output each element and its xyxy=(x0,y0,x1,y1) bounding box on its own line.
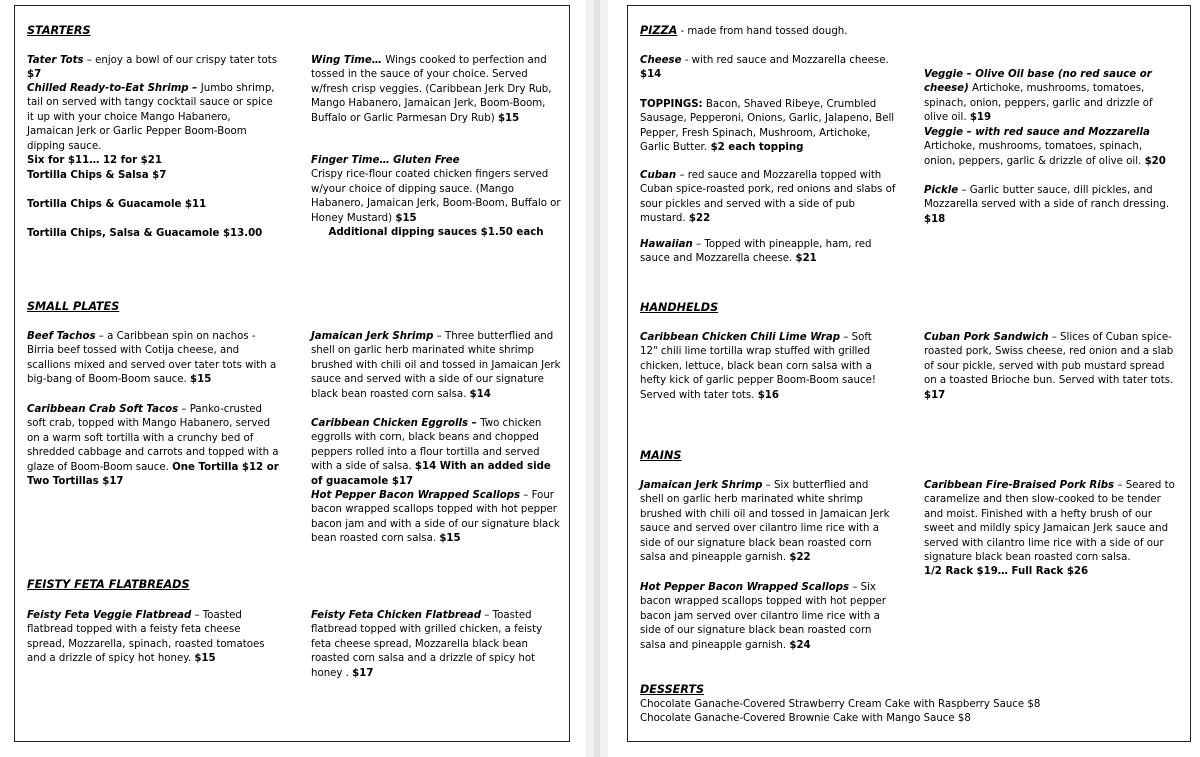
menu-item-chicken-flatbread: Feisty Feta Chicken Flatbread – Toasted flatbread topped with grilled chicken, a feisty feta cheese spread, Mozzarella black bean roasted corn salsa and a drizzle of spicy hot honey . $17 xyxy=(311,610,543,679)
menu-item-bacon-scallops-small: Hot Pepper Bacon Wrapped Scallops – Four bacon wrapped scallops topped with hot pepper bacon jam and with a side of our signature black bean roasted corn salsa. $15 xyxy=(311,490,560,545)
menu-item-tater-tots: Tater Tots – enjoy a bowl of our crispy tater tots $7 xyxy=(27,55,278,81)
menu-item-hawaiian-pizza: Hawaiian – Topped with pineapple, ham, red sauce and Mozzarella cheese. $21 xyxy=(640,239,872,265)
section-heading-small-plates: SMALL PLATES xyxy=(27,300,120,313)
menu-page-left xyxy=(14,5,570,742)
menu-item-chips-guacamole: Tortilla Chips & Guacamole $11 xyxy=(27,199,207,210)
menu-item-bacon-scallops-main: Hot Pepper Bacon Wrapped Scallops – Six bacon wrapped scallops topped with hot pepper bacon jam served over cilantro lime rice with a side of our signature black bean roasted corn salsa and pineapple garnish. $24 xyxy=(640,582,886,651)
menu-item-chilled-shrimp: Chilled Ready-to-Eat Shrimp – Jumbo shrimp, tail on served with tangy cocktail sauce or spice it up with your choice Mango Habanero, Jamaican Jerk or Garlic Pepper Boom-Boom dipping sauce. Six for $11… 12 for $21 xyxy=(27,83,275,167)
pizza-heading-line xyxy=(640,24,847,39)
section-heading-starters: STARTERS xyxy=(27,24,91,37)
menu-item-veggie-flatbread: Feisty Feta Veggie Flatbread – Toasted flatbread topped with a feisty feta cheese spread, Mozzarella, spinach, roasted tomatoes and a drizzle of spicy hot honey. $15 xyxy=(27,610,265,665)
menu-item-finger-time: Finger Time… Gluten Free Crispy rice-flour coated chicken fingers served w/your choice of dipping sauce. (Mango Habanero, Jamaican Jerk, Boom-Boom, Buffalo or Honey Mustard) $15 Additional dipping sauces $1.50 each xyxy=(311,154,561,240)
menu-item-chili-lime-wrap: Caribbean Chicken Chili Lime Wrap – Soft 12" chili lime tortilla wrap stuffed with grilled chicken, lettuce, black bean corn salsa with a hefty kick of garlic pepper Boom-Boom sauce! Served with tater tots. $16 xyxy=(640,332,876,401)
section-heading-flatbreads: FEISTY FETA FLATBREADS xyxy=(27,578,190,591)
dessert-item: Chocolate Ganache-Covered Strawberry Cream Cake with Raspberry Sauce $8 xyxy=(640,699,1041,710)
menu-item-chips-salsa: Tortilla Chips & Salsa $7 xyxy=(27,170,167,181)
menu-item-chicken-eggrolls: Caribbean Chicken Eggrolls – Two chicken eggrolls with corn, black beans and chopped peppers rolled into a flour tortilla and served with a side of salsa. $14 With an added side of guacamole $17 xyxy=(311,418,551,487)
pizza-toppings: TOPPINGS: Bacon, Shaved Ribeye, Crumbled Sausage, Pepperoni, Onions, Garlic, Jalapeno, Bell Pepper, Fresh Spinach, Mushroom, Artichoke, Garlic Butter. $2 each topping xyxy=(640,99,895,154)
section-heading-pizza: PIZZA xyxy=(640,24,678,37)
menu-item-beef-tachos: Beef Tachos – a Caribbean spin on nachos - Birria beef tossed with Cotija cheese, and scallions mixed and served over tater tots with a big-bang of Boom-Boom sauce. $15 xyxy=(27,331,277,386)
section-heading-desserts: DESSERTS xyxy=(640,683,705,696)
menu-item-jerk-shrimp-main: Jamaican Jerk Shrimp – Six butterflied and shell on garlic herb marinated white shrimp brushed with chili oil and tossed in Jamaican Jerk sauce and served over cilantro lime rice with a side of our signature black bean roasted corn salsa and pineapple garnish. $22 xyxy=(640,480,890,564)
menu-item-pork-ribs: Caribbean Fire-Braised Pork Ribs – Seared to caramelize and then slow-cooked to be tender and moist. Finished with a hefty brush of our sweet and mildly spicy Jamaican Jerk sauce and served with cilantro lime rice with a side of our signature black bean roasted corn salsa. 1/2 Rack $19… Full Rack $26 xyxy=(924,480,1175,578)
menu-item-pickle-pizza: Pickle – Garlic butter sauce, dill pickles, and Mozzarella served with a side of ranch dressing. $18 xyxy=(924,185,1170,225)
menu-item-veggie-red-sauce-pizza: Veggie – with red sauce and Mozzarella Artichoke, mushrooms, tomatoes, spinach, onion, peppers, garlic & drizzle of olive oil. $20 xyxy=(924,127,1166,167)
additional-sauces-note: Additional dipping sauces $1.50 each xyxy=(328,227,544,239)
menu-item-wing-time: Wing Time… Wings cooked to perfection and tossed in the sauce of your choice. Served w/fresh crisp veggies. (Caribbean Jerk Dry Rub, Mango Habanero, Jamaican Jerk, Boom-Boom, Buffalo or Garlic Parmesan Dry Rub) $15 xyxy=(311,55,552,124)
menu-item-cuban-pork-sandwich: Cuban Pork Sandwich – Slices of Cuban spice-roasted pork, Swiss cheese, red onion and a slab of sour pickle, served with pub mustard spread on a toasted Brioche bun. Served with tater tots. $17 xyxy=(924,332,1174,401)
page-divider xyxy=(594,0,600,757)
dessert-list xyxy=(640,698,1160,727)
pizza-subtitle: - made from hand tossed dough. xyxy=(677,26,848,37)
menu-page-right xyxy=(627,5,1191,742)
menu-item-crab-soft-tacos: Caribbean Crab Soft Tacos – Panko-crusted soft crab, topped with Mango Habanero, served on a warm soft tortilla with a crunchy bed of shredded cabbage and carrots and topped with a glaze of Boom-Boom sauce. One Tortilla $12 or Two Tortillas $17 xyxy=(27,404,279,488)
menu-item-veggie-olive-oil-pizza: Veggie – Olive Oil base (no red sauce or cheese) Artichoke, mushrooms, tomatoes, spinach, onion, peppers, garlic and drizzle of olive oil. $19 xyxy=(924,69,1153,124)
menu-item-jerk-shrimp-small: Jamaican Jerk Shrimp – Three butterflied and shell on garlic herb marinated white shrimp brushed with chili oil and tossed in Jamaican Jerk sauce and served with a side of our signature black bean roasted corn salsa. $14 xyxy=(311,331,561,400)
menu-item-cheese-pizza: Cheese - with red sauce and Mozzarella cheese. $14 xyxy=(640,55,889,81)
dessert-item: Chocolate Ganache-Covered Brownie Cake with Mango Sauce $8 xyxy=(640,713,971,725)
section-heading-mains: MAINS xyxy=(640,449,682,462)
menu-item-cuban-pizza: Cuban – red sauce and Mozzarella topped with Cuban spice-roasted pork, red onions and slabs of sour pickles and served with a side of pub mustard. $22 xyxy=(640,170,896,225)
section-heading-handhelds: HANDHELDS xyxy=(640,301,719,314)
menu-item-chips-salsa-guacamole: Tortilla Chips, Salsa & Guacamole $13.00 xyxy=(27,228,263,239)
